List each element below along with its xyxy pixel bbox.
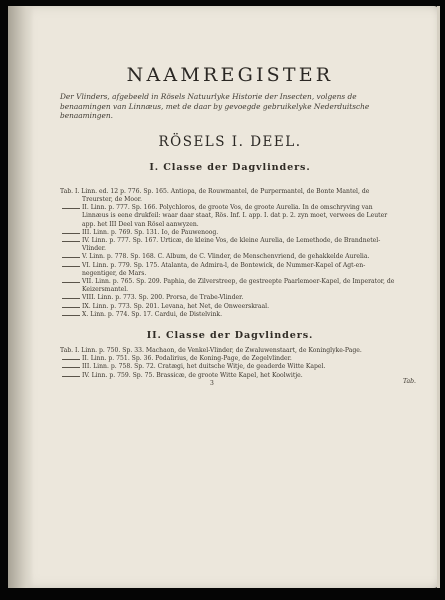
entry-text: VI. Linn. p. 779. Sp. 175. Atalanta, de Admira-l, de Bontewick, de Nummer-Kapel of Agt-en-negentiger, de Mars. — [82, 261, 366, 277]
dash-rule — [62, 315, 80, 316]
register-entry — [60, 237, 400, 253]
register-entry — [60, 262, 400, 278]
dash-rule — [62, 257, 80, 258]
dash-rule — [62, 367, 80, 368]
ditto-dash — [60, 237, 82, 245]
book-page — [8, 6, 440, 588]
ditto-dash — [60, 204, 82, 212]
dash-rule — [62, 233, 80, 234]
register-entry — [60, 355, 400, 363]
dash-rule — [62, 307, 80, 308]
register-entry — [60, 311, 400, 319]
page-subtitle: Der Vlinders, afgebeeld in Rösels Natuurlyke Historie der Insecten, volgens de benaamingen van Linnæus, met de daar by gevoegde gebruikelyke Nederduitsche benaamingen. — [60, 92, 370, 121]
page-gutter-shadow — [8, 6, 34, 588]
register-entry — [60, 363, 400, 371]
ditto-dash — [60, 253, 82, 261]
ditto-dash — [60, 229, 82, 237]
entry-text: II. Linn. p. 751. Sp. 36. Podalirius, de Koning-Page, de Zegelvlinder. — [82, 355, 292, 363]
dash-rule — [62, 208, 80, 209]
entry-text: II. Linn. p. 777. Sp. 166. Polychloros, de groote Vos, de groote Aurelia. In de omschryving van Linnæus is eene drukfeil: waar daar staat, Rös. Inf. I. app. I. dat p. 2. zyn moet, verwees de Leuter app. het III Deel van Rösel aanwyzen. — [82, 204, 388, 228]
entry-text: III. Linn. p. 758. Sp. 72. Cratægi, het duitsche Witje, de geaderde Witte Kapel. — [82, 363, 326, 371]
page-number: 3 — [210, 379, 214, 387]
entry-text: V. Linn. p. 778. Sp. 168. C. Album, de C. Vlinder, de Menschenvriend, de gehakkelde Aurelia. — [82, 253, 370, 261]
catchword: Tab. — [402, 377, 416, 385]
section-heading-deel: RÖSELS I. DEEL. — [158, 133, 302, 150]
ditto-dash — [60, 355, 82, 363]
entry-text: IV. Linn. p. 759. Sp. 75. Brassicæ, de groote Witte Kapel, het Koolwitje. — [82, 371, 303, 379]
register-entry — [60, 229, 400, 237]
dash-rule — [62, 376, 80, 377]
class-heading-first: I. Classe der Dagvlinders. — [149, 161, 311, 173]
register-entry — [60, 372, 400, 380]
entry-text: Tab. I. Linn. ed. 12 p. 776. Sp. 165. Antiopa, de Rouwmantel, de Purpermantel, de Bonte Mantel, de Treurster, de Moor. — [60, 187, 370, 203]
ditto-dash — [60, 262, 82, 270]
register-entry — [60, 188, 400, 204]
ditto-dash — [60, 303, 82, 311]
register-entry — [60, 303, 400, 311]
entry-list-first-class — [60, 188, 400, 319]
page-title: NAAMREGISTER — [126, 64, 334, 86]
entry-text: VII. Linn. p. 765. Sp. 209. Paphia, de Zilverstreep, de gestreepte Paarlemoer-Kapel, de Imperator, de Keizersmantel. — [82, 278, 395, 294]
entry-text: IV. Linn. p. 777. Sp. 167. Urticæ, de kleine Vos, de kleine Aurelia, de Lemethode, de Brandnetel-Vlinder. — [82, 237, 381, 253]
dash-rule — [62, 359, 80, 360]
dash-rule — [62, 298, 80, 299]
register-entry — [60, 253, 400, 261]
page-edge — [437, 6, 440, 588]
register-entry — [60, 204, 400, 229]
register-entry — [60, 294, 400, 302]
ditto-dash — [60, 363, 82, 371]
register-entry — [60, 347, 400, 355]
ditto-dash — [60, 294, 82, 302]
entry-text: X. Linn. p. 774. Sp. 17. Cardui, de Distelvink. — [82, 310, 223, 318]
dash-rule — [62, 241, 80, 242]
register-entry — [60, 278, 400, 294]
page-footer — [60, 377, 416, 390]
entry-text: VIII. Linn. p. 773. Sp. 200. Prorsa, de Trabe-Vlinder. — [82, 294, 244, 302]
entry-text: Tab. I. Linn. p. 750. Sp. 33. Machaon, de Venkel-Vlinder, de Zwaluwenstaart, de Koninglyke-Page. — [60, 347, 362, 355]
ditto-dash — [60, 311, 82, 319]
page-content — [60, 64, 416, 390]
dash-rule — [62, 266, 80, 267]
entry-text: III. Linn. p. 769. Sp. 131. Io, de Pauwenoog. — [82, 228, 219, 236]
entry-text: IX. Linn. p. 773. Sp. 201. Levana, het Net, de Onweerskraal. — [82, 302, 270, 310]
class-heading-second: II. Classe der Dagvlinders. — [146, 330, 314, 342]
ditto-dash — [60, 278, 82, 286]
entry-list-second-class — [60, 347, 400, 380]
dash-rule — [62, 282, 80, 283]
ditto-dash — [60, 372, 82, 380]
